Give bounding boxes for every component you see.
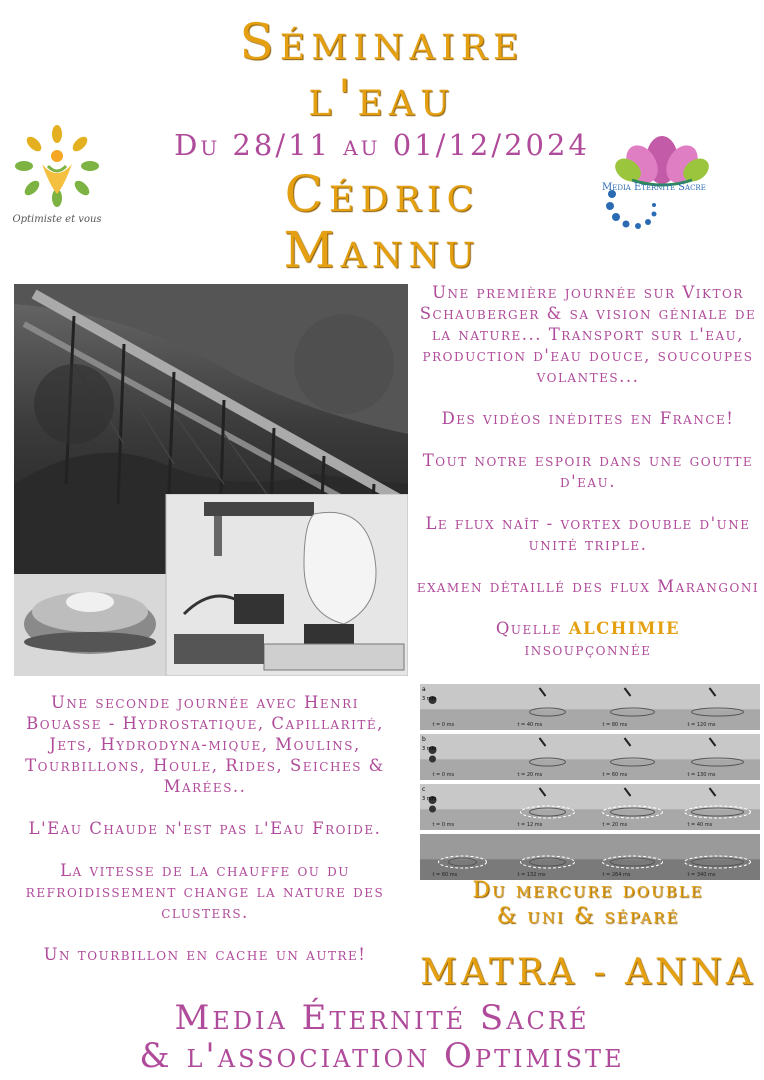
scale-label: 3 mm xyxy=(422,796,437,802)
day-one-description xyxy=(412,282,764,681)
hot-cold-note: L'Eau Chaude n'est pas l'Eau Froide. xyxy=(28,819,382,838)
drop-sequence-figure xyxy=(420,684,760,880)
mercure-caption xyxy=(412,878,764,930)
seminar-dates: Du 28/11 au 01/12/2024 xyxy=(174,128,590,162)
time-label: t = 12 ms xyxy=(517,822,543,828)
alchimie-suffix: insoupçonnée xyxy=(524,640,652,659)
mercure-line-2: & uni & séparé xyxy=(496,904,680,929)
time-label: t = 40 ms xyxy=(687,822,713,828)
speaker-last-name: Mannu xyxy=(283,221,481,279)
time-label: t = 264 ms xyxy=(602,872,631,878)
organizer-line-2: & l'association Optimiste xyxy=(139,1036,625,1076)
row-label: b xyxy=(422,736,426,743)
videos-note: Des vidéos inédites en France! xyxy=(441,409,735,428)
alchimie-highlight: ALCHIMIE xyxy=(568,619,681,638)
organizer-line-1: Media Éternité Sacré xyxy=(174,998,590,1038)
time-label: t = 40 ms xyxy=(517,722,543,728)
hope-drop: Tout notre espoir dans une goutte d'eau. xyxy=(422,451,754,491)
day-two-intro: Une seconde journée avec Henri Bouasse - Hydrostatique, Capillarité, Jets, Hydrodyna-mique, Moulins, Tourbillons, Houle, Rides, Seiches & Marées.. xyxy=(25,693,385,796)
time-label: t = 80 ms xyxy=(602,722,628,728)
clusters-note: La vitesse de la chauffe ou du refroidissement change la nature des clusters. xyxy=(25,861,385,922)
leaf-circle-icon xyxy=(12,124,102,214)
media-eternite-logo xyxy=(602,124,722,234)
scale-label: 3 mm xyxy=(422,696,437,702)
row-label: a xyxy=(422,686,426,693)
time-label: t = 120 ms xyxy=(687,722,716,728)
alchimie-line xyxy=(412,618,764,660)
marangoni-note: examen détaillé des flux Marangoni xyxy=(416,577,760,596)
devices-photo xyxy=(14,494,408,676)
speaker-first-name: Cédric xyxy=(284,165,480,223)
vortex-note: Le flux naît - vortex double d'une unité triple. xyxy=(425,514,751,554)
time-label: t = 60 ms xyxy=(432,872,458,878)
row-label: c xyxy=(422,786,426,793)
title-line-2: l'eau xyxy=(308,69,456,127)
alchimie-prefix: Quelle xyxy=(495,619,569,638)
time-label: t = 132 ms xyxy=(517,872,546,878)
time-label: t = 0 ms xyxy=(432,722,455,728)
time-label: t = 20 ms xyxy=(517,772,543,778)
mercure-line-1: Du mercure double xyxy=(472,878,704,903)
tourbillon-note: Un tourbillon en cache un autre! xyxy=(43,945,367,964)
media-eternite-caption: Media Eternite Sacre xyxy=(602,182,706,193)
title-line-1: Séminaire xyxy=(239,13,525,71)
time-label: t = 60 ms xyxy=(602,772,628,778)
optimiste-logo xyxy=(12,124,102,234)
day-one-intro: Une première journée sur Viktor Schauberger & sa vision géniale de la nature... Transport sur l'eau, production d'eau douce, soucoupes volantes... xyxy=(419,283,757,386)
time-label: t = 340 ms xyxy=(687,872,716,878)
lotus-icon xyxy=(602,124,722,234)
time-label: t = 0 ms xyxy=(432,822,455,828)
optimiste-logo-caption: Optimiste et vous xyxy=(12,214,102,225)
day-two-description xyxy=(10,692,400,986)
time-label: t = 20 ms xyxy=(602,822,628,828)
time-label: t = 0 ms xyxy=(432,772,455,778)
time-label: t = 130 ms xyxy=(687,772,716,778)
scale-label: 3 mm xyxy=(422,746,437,752)
matra-anna: MATRA - ANNA xyxy=(419,952,757,993)
